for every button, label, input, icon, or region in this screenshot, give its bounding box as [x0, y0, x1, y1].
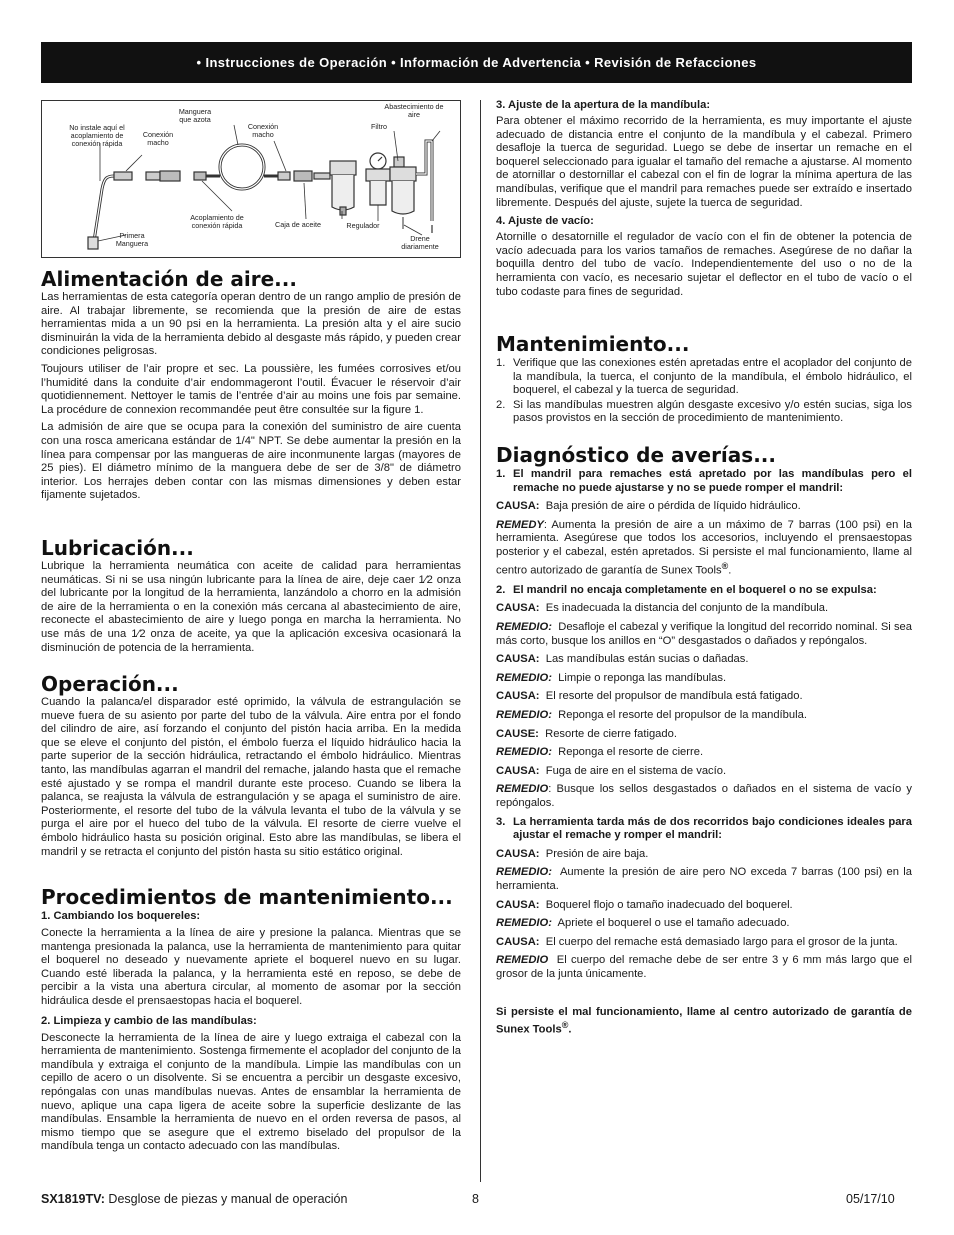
procedimientos-s2-body: Desconecte la herramienta de la línea de aire y luego extraiga el cabezal con la herramienta de mantenimiento. Sostenga firmemente el acoplador del conjunto de la mandíbula y extraiga el conjunto de la mandíbula. Limpie las mandíbulas con un cepillo de acero o un disolvente. Si se encuentra a percibir un desgaste excesivo, repóngalas con unas mandíbulas nuevas. Antes de ensamblar la herramienta de nuevo, aplique una capa ligera de aceite sobre la superficie deslizante de las mandíbulas. Ensamble la herramienta de nuevo en el orden reversa de pasos, al mismo tiempo que se asegure que el extremo biselado del propulsor de la mandíbula tenga un contacto adecuado con las mandíbulas.	[41, 1031, 461, 1153]
question-text: La herramienta tarda más de dos recorridos bajo condiciones ideales para ajustar el remache y romper el mandril:	[513, 815, 912, 842]
registered-mark: ®	[561, 1020, 569, 1031]
causa-text: Baja presión de aire o pérdida de líquido hidráulico.	[545, 500, 801, 513]
section-operacion	[41, 673, 461, 859]
air-supply-figure	[41, 100, 461, 258]
causa-label: CAUSA:	[496, 764, 540, 777]
procedimientos-s1-body: Conecte la herramienta a la línea de aire y presione la palanca. Mientras que se mantenga presionada la palanca, use la herramienta de mantenimiento para quitar el boquerel no deseado y nuevamente apriete el boquerel nuevo en su lugar. Cuando esté liberada la palanca, y la herramienta esté en reposo, se debe de percibir a la vista una abertura circular, al momento de asomar por la sección hidráulica desde el prensaestopas hacia el boquerel.	[41, 927, 461, 1007]
remedio-row	[496, 783, 912, 810]
remedio-label: REMEDIO:	[496, 709, 552, 722]
ajuste-apertura-title: 3. Ajuste de la apertura de la mandíbula:	[496, 99, 711, 111]
remedio-row	[496, 917, 912, 931]
remedio-label: REMEDIO:	[496, 746, 552, 759]
causa-text: Es inadecuada la distancia del conjunto de la mandíbula.	[545, 602, 829, 615]
remedio-label: REMEDIO	[496, 954, 549, 967]
remedio-end: .	[728, 564, 732, 577]
section-lubricacion	[41, 537, 461, 655]
ajuste-vacio-title: 4. Ajuste de vacío:	[496, 215, 594, 228]
remedio-label: REMEDIO:	[496, 671, 552, 684]
causa-text: El resorte del propulsor de mandíbula está fatigado.	[545, 690, 803, 703]
remedio-label: REMEDIO:	[496, 917, 552, 930]
left-column	[41, 100, 461, 1153]
causa-label: CAUSA:	[496, 500, 540, 513]
label-regulador: Regulador	[346, 221, 380, 230]
label-conexion-macho-2: Conexión macho	[247, 122, 279, 139]
alimentacion-p1: Las herramientas de esta categoría operan dentro de un rango amplio de presión de aire. Al trabajar libremente, se recomienda que la presión de aire de estas herramientas mida a un 90 psi en la herramienta. La presión alta y el aire sucio disminuirán la vida de la herramienta debido al desgaste más rápido, y pueden crear condiciones peligrosas.	[41, 291, 461, 358]
question-number: 2.	[496, 583, 506, 596]
remedio-label: REMEDIO	[496, 783, 549, 796]
column-divider	[480, 100, 481, 1182]
causa-label: CAUSA:	[496, 898, 540, 911]
ajuste-vacio-body: Atornille o desatornille el regulador de vacío con el fin de obtener la potencia de vacío adecuada para los varios tamaños de remaches. Asegúrese de no dañar la boquilla dentro del tubo de vacío. Independientemente del uso o no de la herramienta con vacío, es necesario sujetar el deflector en el tubo de vacío o el tubo codaste para fines de seguridad.	[496, 231, 912, 298]
causa-label: CAUSE:	[496, 727, 539, 740]
heading-lubricacion: Lubricación...	[41, 536, 194, 560]
final-note	[496, 1006, 912, 1038]
final-note-end: .	[568, 1023, 572, 1036]
procedimientos-s2-title: 2. Limpieza y cambio de las mandíbulas:	[41, 1014, 257, 1027]
remedio-text: El cuerpo del remache debe de ser entre 3 y 6 mm más largo que el grosor de la junta únicamente.	[496, 954, 912, 980]
diagnostico-question-1	[496, 468, 912, 495]
remedio-row	[496, 709, 912, 723]
footer-page-number: 8	[472, 1192, 479, 1206]
lubricacion-p1: Lubrique la herramienta neumática con aceite de calidad para herramientas neumáticas. Si ni se usa ningún lubricante para la línea de aire, deje caer 1⁄2 onza del lubricante por la longitud de la herramienta, lanzándolo a chorro en la admisión de aire de la herramienta o en la conexión más cercana al abastecimiento de aire, reconecte el abastecimiento de aire y luego ponga en marcha la herramienta. No use más de una 1⁄2 onza de aceite, ya que la aplicación excesiva ocasionará la disminución de potencia de la herramienta.	[41, 560, 461, 654]
section-alimentacion	[41, 268, 461, 503]
heading-diagnostico: Diagnóstico de averías...	[496, 443, 776, 467]
label-manguera-azota: Manguera que azota	[178, 107, 212, 124]
remedio-text: Reponga el resorte de cierre.	[558, 746, 704, 759]
remedio-text: Desafloje el cabezal y verifique la longitud del recorrido nominal. Si sea más corto, busque los anillos en “O” desgastados o dañados y repóngalos.	[496, 621, 912, 647]
remedio-label: REMEDIO:	[496, 866, 552, 879]
alimentacion-p2: Toujours utiliser de l’air propre et sec. La poussière, les fumées corrosives et/ou l’humidité dans la conduite d’air endommageront l’outil. Évacuer le réservoir d’air quotidiennement. Nettoyer le tamis de l’entrée d’air au moins une fois par semaine. La procédure de connexion recommandée peut être consultée sur la figure 1.	[41, 362, 461, 416]
remedio-row	[496, 954, 912, 981]
causa-text: El cuerpo del remache está demasiado largo para el grosor de la junta.	[545, 935, 898, 948]
heading-mantenimiento: Mantenimiento...	[496, 332, 690, 356]
label-acoplamiento: Acoplamiento de conexión rápida	[190, 213, 244, 230]
final-note-text: Si persiste el mal funcionamiento, llame al centro autorizado de garantía de Sunex Tools	[496, 1005, 912, 1036]
remedio-text: Apriete el boquerel o use el tamaño adecuado.	[557, 917, 790, 930]
causa-row	[496, 899, 912, 913]
causa-label: CAUSA:	[496, 653, 540, 666]
mantenimiento-item-text: Si las mandíbulas muestren algún desgaste excesivo y/o estén sucias, siga los pasos provistos en la sección de procedimiento de mantenimiento.	[513, 398, 912, 425]
heading-procedimientos: Procedimientos de mantenimiento...	[41, 885, 453, 909]
mantenimiento-item-number: 1.	[496, 357, 506, 369]
causa-label: CAUSA:	[496, 602, 540, 615]
remedio-label: REMEDIO:	[496, 621, 552, 634]
right-column	[496, 98, 913, 1036]
remedio-row	[496, 746, 912, 760]
diagnostico-question-2	[496, 584, 912, 598]
remedio-row	[496, 519, 912, 578]
remedio-text: : Aumenta la presión de aire a un máximo de 7 barras (100 psi) en la herramienta. Asegúrese que todos los accesorios, incluyendo el prensaestopas posterior y el cabezal, estén apretados. Si persiste el mal funcionamiento, llame al centro autorizado de garantía de Sunex Tools	[496, 518, 912, 577]
label-filtro: Filtro	[371, 122, 387, 131]
mantenimiento-item-number: 2.	[496, 398, 506, 411]
causa-row	[496, 690, 912, 704]
causa-row	[496, 728, 912, 742]
remedio-text: : Busque los sellos desgastados o dañados en el sistema de vacío y repóngalos.	[496, 783, 912, 810]
label-conexion-macho-1: Conexión macho	[142, 130, 174, 147]
label-drene: Drene diariamente	[401, 234, 439, 251]
causa-label: CAUSA:	[496, 690, 540, 703]
causa-text: Presión de aire baja.	[545, 847, 649, 860]
label-caja-aceite: Caja de aceite	[275, 220, 321, 229]
label-abastecimiento: Abastecimiento de aire	[384, 102, 444, 119]
remedio-text: Limpie o reponga las mandíbulas.	[558, 671, 727, 684]
causa-row	[496, 500, 912, 514]
heading-alimentacion: Alimentación de aire...	[41, 267, 297, 291]
section-mantenimiento	[496, 333, 912, 426]
causa-label: CAUSA:	[496, 847, 540, 860]
remedio-row	[496, 621, 912, 648]
operacion-p1: Cuando la palanca/el disparador esté oprimido, la válvula de estrangulación se mueve fuera de su asiento por parte del tubo de la válvula. Aire entra por el fondo del cilindro de aire, así forzando el conjunto del pistón hacia arriba. En la medida que se eleve el conjunto del pistón, el émbolo fuerza el líquido hidráulico hacia la parte superior de la sección hidráulica, retractando el émbolo hidráulico. Mientras tanto, las mandíbulas agarran el mandril del remache, jalando hasta que el remache esté ajustado y se rompa el mandril durante este proceso. Cuando se libera la palanca, se reajusta la válvula de estrangulación y se apaga el suministro de aire. Posteriormente, el resorte del tubo de la válvula levanta el tubo de la válvula y se purga el aire por el hueco del tubo de la válvula. El resorte de cierre vuelve el émbolo hidráulico hasta su posición original. Esto abre las mandíbulas, se libera el mandril y se retracta el conjunto del pistón hasta su sitio estático original.	[41, 696, 461, 858]
causa-text: Fuga de aire en el sistema de vacío.	[545, 764, 727, 777]
causa-row	[496, 765, 912, 779]
mantenimiento-item	[496, 399, 912, 426]
registered-mark: ®	[721, 560, 729, 571]
causa-text: Boquerel flojo o tamaño inadecuado del boquerel.	[545, 898, 793, 911]
question-text: El mandril para remaches está apretado por las mandíbulas pero el remache no puede ajustarse y no se puede romper el mandril:	[513, 468, 912, 494]
mantenimiento-item-text: Verifique que las conexiones estén apretadas entre el acoplador del conjunto de la mandíbula, la tuerca, el conjunto de la mandíbula, el émbolo hidráulico, el boquerel, el cabezal y la tuerca de seguridad.	[513, 357, 912, 397]
remedio-text: Aumente la presión de aire pero NO exceda 7 barras (100 psi) en la herramienta.	[496, 866, 913, 892]
remedio-text: Reponga el resorte del propulsor de la mandíbula.	[558, 709, 807, 722]
heading-operacion: Operación...	[41, 672, 179, 696]
diagnostico-question-3	[496, 816, 912, 843]
alimentacion-p3: La admisión de aire que se ocupa para la conexión del suministro de aire cuenta con una rosca americana estándar de 1/4" NPT. Se debe aumentar la presión en la línea para compensar por las mangueras de aire inconmunente largas (mayores de 25 pies). El diámetro mínimo de la manguera debe de ser de 3/8" de diámetro interior. Los herrajes deben contar con las mismas dimensiones y deben estar fijamente sujetados.	[41, 421, 461, 502]
procedimientos-s1-title: 1. Cambiando los boquereles:	[41, 910, 201, 922]
remedio-label: REMEDY	[496, 518, 544, 531]
remedio-row	[496, 672, 912, 686]
causa-row	[496, 602, 912, 616]
question-text: El mandril no encaja completamente en el boquerel o no se expulsa:	[513, 583, 877, 596]
footer-left	[41, 1192, 347, 1206]
header-banner: • Instrucciones de Operación • Información de Advertencia • Revisión de Refacciones	[41, 42, 912, 83]
causa-text: Las mandíbulas están sucias o dañadas.	[545, 653, 749, 666]
causa-label: CAUSA:	[496, 935, 540, 948]
footer-model: SX1819TV:	[41, 1192, 105, 1206]
causa-text: Resorte de cierre fatigado.	[545, 727, 677, 740]
causa-row	[496, 936, 912, 950]
footer-description: Desglose de piezas y manual de operación	[108, 1192, 348, 1206]
remedio-row	[496, 866, 912, 893]
label-primera-manguera: Primera Manguera	[115, 231, 149, 248]
question-number: 3.	[496, 815, 506, 828]
footer-date: 05/17/10	[846, 1192, 895, 1206]
causa-row	[496, 653, 912, 667]
causa-row	[496, 848, 912, 862]
ajuste-apertura-body: Para obtener el máximo recorrido de la herramienta, es muy importante el ajuste adecuado de distancia entre el conjunto de la mandíbula y el cabezal. Primero desafloje la tuerca de seguridad. Luego se debe de insertar un remache en el boquerel seleccionado para igualar el tamaño del remache a ajustarse. Al momento de atornillar o destornillar el cabezal con el fin de lograr la mínima apertura de las mandíbulas, verifique que el mandril para remaches puede ser extraído e insertado libremente. Después del ajuste, sujete la tuerca de seguridad.	[496, 115, 912, 209]
section-procedimientos	[41, 886, 461, 1154]
mantenimiento-item	[496, 357, 912, 398]
question-number: 1.	[496, 468, 506, 480]
label-no-instale: No instale aquí el acoplamiento de conexión rápida	[69, 123, 125, 148]
section-diagnostico	[496, 444, 912, 1037]
